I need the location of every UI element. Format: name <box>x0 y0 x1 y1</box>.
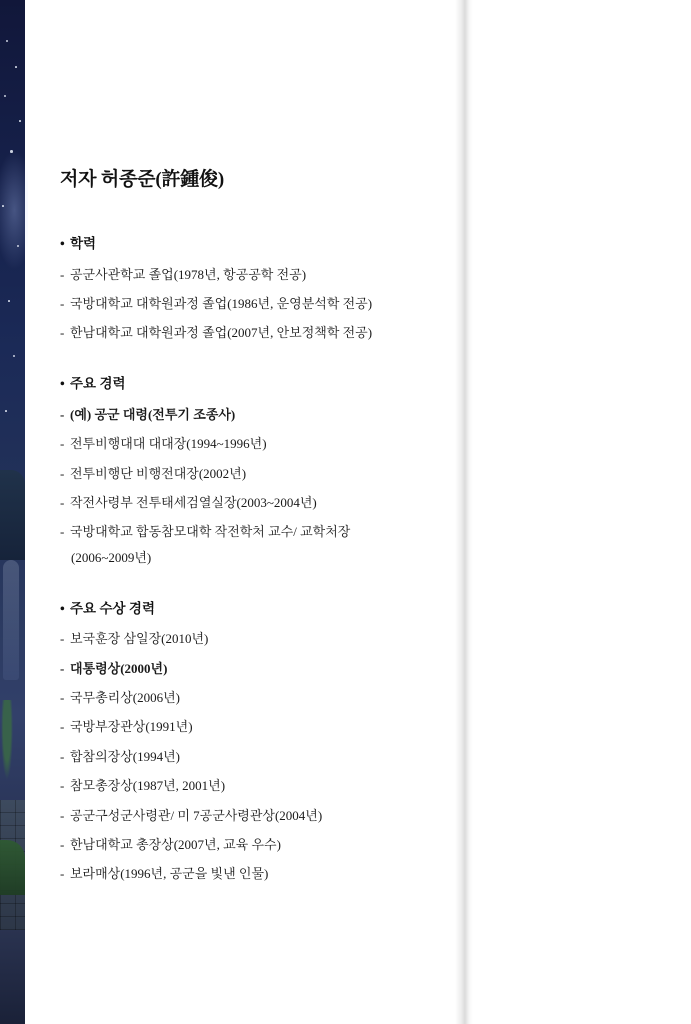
bullet-icon: • <box>60 235 65 251</box>
dash-icon: - <box>60 495 65 511</box>
tree-silhouette <box>1 700 13 780</box>
section-heading-label: 주요 수상 경력 <box>70 600 155 616</box>
dash-icon: - <box>60 660 65 676</box>
bullet-icon: • <box>60 600 65 616</box>
list-item-text: 국방대학교 대학원과정 졸업(1986년, 운영분석학 전공) <box>70 295 373 311</box>
list-item <box>60 266 440 285</box>
bullet-icon: • <box>60 376 65 392</box>
section-awards <box>60 600 440 884</box>
dash-icon: - <box>60 295 65 311</box>
list-item-text: 보라매상(1996년, 공군을 빛낸 인물) <box>70 866 269 882</box>
list-item-text: 보국훈장 삼일장(2010년) <box>70 631 209 647</box>
list-item <box>60 807 440 826</box>
list-item-text: 한남대학교 대학원과정 졸업(2007년, 안보정책학 전공) <box>70 325 373 341</box>
star-icon <box>5 410 7 412</box>
dash-icon: - <box>60 719 65 735</box>
hill-shape <box>0 470 25 560</box>
section-education <box>60 235 440 343</box>
list-item-text: 합참의장상(1994년) <box>70 748 181 764</box>
star-icon <box>8 300 10 302</box>
list-item <box>60 777 440 796</box>
star-icon <box>15 66 17 68</box>
section-career <box>60 375 440 567</box>
list-item <box>60 295 440 314</box>
dash-icon: - <box>60 807 65 823</box>
list-item <box>60 465 440 484</box>
dash-icon: - <box>60 524 65 540</box>
list-item-text: 한남대학교 총장상(2007년, 교육 우수) <box>70 836 281 852</box>
figure-silhouette <box>3 560 19 680</box>
left-decorative-illustration <box>0 0 25 1024</box>
dash-icon: - <box>60 325 65 341</box>
document-content <box>60 168 440 908</box>
list-item <box>60 523 440 542</box>
ground-area <box>0 930 25 1024</box>
dash-icon: - <box>60 465 65 481</box>
page-fold-shadow <box>455 0 473 1024</box>
dash-icon: - <box>60 631 65 647</box>
list-item <box>60 718 440 737</box>
list-item <box>60 748 440 767</box>
star-icon <box>6 40 8 42</box>
right-blank-page <box>473 0 691 1024</box>
moon-glow <box>0 150 28 270</box>
spacer <box>60 367 440 375</box>
list-item-text: 전투비행대대 대대장(1994~1996년) <box>70 436 267 452</box>
star-icon <box>13 355 15 357</box>
list-item-text: 작전사령부 전투태세검열실장(2003~2004년) <box>70 495 317 511</box>
dash-icon: - <box>60 836 65 852</box>
page-title: 저자 허종준(許鍾俊) <box>60 169 224 190</box>
list-item-text: 공군구성군사령관/ 미 7공군사령관상(2004년) <box>70 807 323 823</box>
dash-icon: - <box>60 266 65 282</box>
list-item <box>60 324 440 343</box>
star-icon <box>19 120 21 122</box>
list-item-text: (2006~2009년) <box>71 549 152 565</box>
list-item <box>60 494 440 513</box>
section-heading-label: 주요 경력 <box>70 376 126 392</box>
list-item <box>60 406 440 425</box>
list-item-text: 전투비행단 비행전대장(2002년) <box>70 465 247 481</box>
list-item <box>60 689 440 708</box>
star-icon <box>10 150 13 153</box>
star-icon <box>2 205 4 207</box>
section-heading <box>60 375 440 394</box>
list-item-text: 국방대학교 합동참모대학 작전학처 교수/ 교학처장 <box>70 524 351 540</box>
section-heading-label: 학력 <box>70 235 97 251</box>
section-heading <box>60 600 440 619</box>
dash-icon: - <box>60 778 65 794</box>
list-item-text: 참모총장상(1987년, 2001년) <box>70 778 226 794</box>
list-item <box>60 660 440 679</box>
grass-area <box>0 840 25 895</box>
dash-icon: - <box>60 436 65 452</box>
list-item-text: 국방부장관상(1991년) <box>70 719 193 735</box>
list-item <box>60 435 440 454</box>
list-item <box>60 630 440 649</box>
dash-icon: - <box>60 748 65 764</box>
list-item-text: 공군사관학교 졸업(1978년, 항공공학 전공) <box>70 266 307 282</box>
section-heading <box>60 235 440 254</box>
list-item-continuation <box>60 549 440 568</box>
star-icon <box>4 95 6 97</box>
list-item <box>60 836 440 855</box>
list-item-text: (예) 공군 대령(전투기 조종사) <box>70 407 236 422</box>
star-icon <box>17 245 19 247</box>
dash-icon: - <box>60 866 65 882</box>
dash-icon: - <box>60 690 65 706</box>
list-item-text: 대통령상(2000년) <box>70 660 168 676</box>
dash-icon: - <box>60 407 65 422</box>
list-item-text: 국무총리상(2006년) <box>70 690 181 706</box>
list-item <box>60 865 440 884</box>
spacer <box>60 592 440 600</box>
